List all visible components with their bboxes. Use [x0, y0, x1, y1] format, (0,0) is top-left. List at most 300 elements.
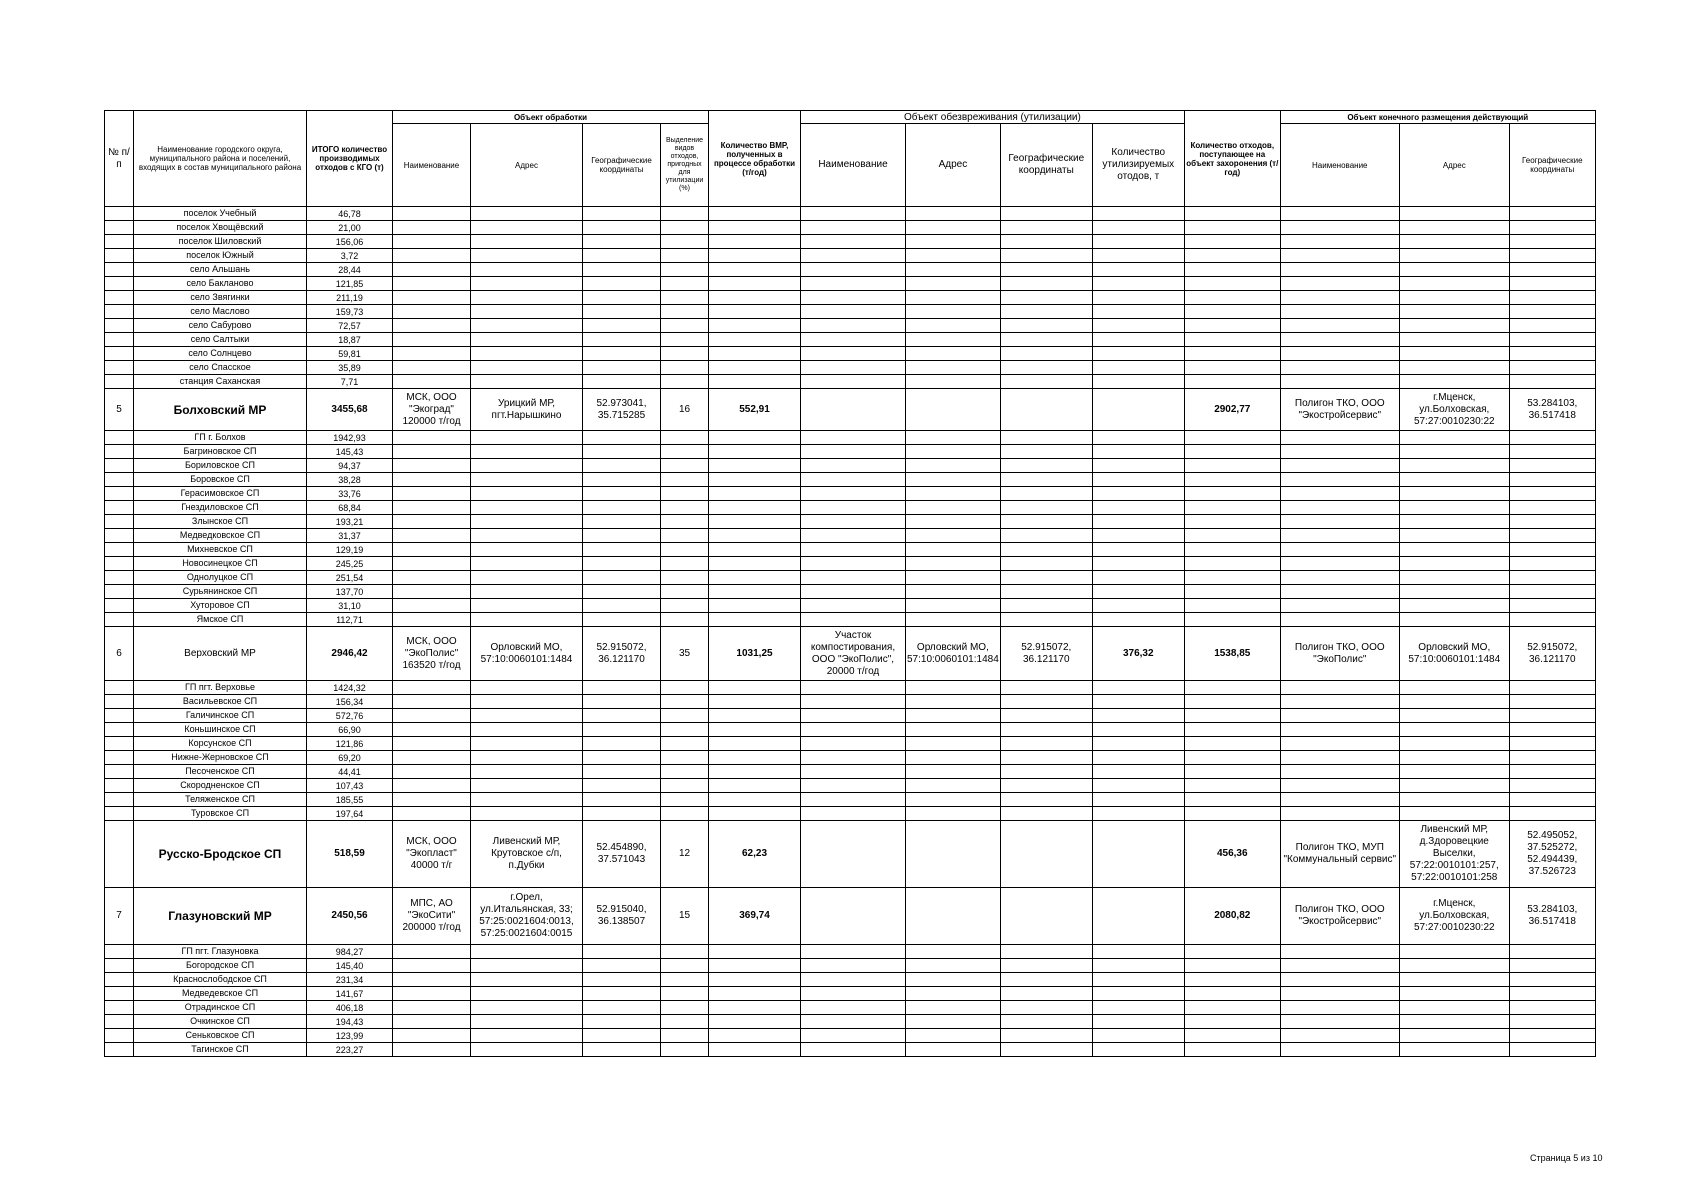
- settlement-row: [105, 987, 1596, 1001]
- empty-cell: [906, 333, 1001, 347]
- empty-cell: [105, 431, 134, 445]
- empty-cell: [1509, 779, 1595, 793]
- empty-cell: [1399, 263, 1509, 277]
- empty-cell: [1280, 973, 1399, 987]
- settlement-total: 21,00: [307, 221, 393, 235]
- settlement-name: Нижне-Жерновское СП: [134, 751, 307, 765]
- empty-cell: [1509, 1043, 1595, 1057]
- settlement-row: [105, 459, 1596, 473]
- empty-cell: [1399, 543, 1509, 557]
- settlement-row: [105, 487, 1596, 501]
- empty-cell: [583, 807, 661, 821]
- cell-disp-name: [801, 888, 906, 945]
- empty-cell: [1000, 375, 1092, 389]
- empty-cell: [661, 1043, 709, 1057]
- empty-cell: [393, 1029, 471, 1043]
- empty-cell: [1399, 959, 1509, 973]
- empty-cell: [1000, 543, 1092, 557]
- empty-cell: [471, 207, 583, 221]
- empty-cell: [1399, 945, 1509, 959]
- empty-cell: [1280, 333, 1399, 347]
- empty-cell: [709, 543, 801, 557]
- header-place-addr: Адрес: [1399, 124, 1509, 207]
- settlement-row: [105, 1043, 1596, 1057]
- empty-cell: [471, 501, 583, 515]
- empty-cell: [801, 695, 906, 709]
- cell-disp-addr: Орловский МО, 57:10:0060101:1484: [906, 627, 1001, 681]
- empty-cell: [471, 793, 583, 807]
- empty-cell: [471, 599, 583, 613]
- settlement-name: село Сабурово: [134, 319, 307, 333]
- empty-cell: [1509, 501, 1595, 515]
- empty-cell: [1399, 585, 1509, 599]
- empty-cell: [105, 529, 134, 543]
- empty-cell: [709, 291, 801, 305]
- settlement-name: Злынское СП: [134, 515, 307, 529]
- empty-cell: [1509, 333, 1595, 347]
- settlement-name: Сурьянинское СП: [134, 585, 307, 599]
- empty-cell: [661, 263, 709, 277]
- cell-num: 5: [105, 389, 134, 431]
- cell-disp-qty: [1092, 389, 1184, 431]
- empty-cell: [906, 709, 1001, 723]
- empty-cell: [1509, 249, 1595, 263]
- empty-cell: [661, 695, 709, 709]
- settlement-row: [105, 445, 1596, 459]
- empty-cell: [393, 501, 471, 515]
- empty-cell: [1280, 1015, 1399, 1029]
- empty-cell: [471, 459, 583, 473]
- empty-cell: [1184, 599, 1280, 613]
- header-proc-extract: Выделение видов отходов, пригодных для утилизации (%): [661, 124, 709, 207]
- header-disp-qty: Количество утилизируемых отодов, т: [1092, 124, 1184, 207]
- empty-cell: [105, 501, 134, 515]
- settlement-row: [105, 751, 1596, 765]
- empty-cell: [1092, 263, 1184, 277]
- empty-cell: [583, 431, 661, 445]
- cell-burial-qty: 456,36: [1184, 821, 1280, 888]
- empty-cell: [1184, 585, 1280, 599]
- settlement-name: Медведевское СП: [134, 987, 307, 1001]
- empty-cell: [801, 737, 906, 751]
- empty-cell: [105, 249, 134, 263]
- empty-cell: [801, 501, 906, 515]
- empty-cell: [1000, 779, 1092, 793]
- empty-cell: [1509, 235, 1595, 249]
- empty-cell: [1399, 557, 1509, 571]
- empty-cell: [1000, 987, 1092, 1001]
- empty-cell: [1000, 1015, 1092, 1029]
- empty-cell: [906, 1043, 1001, 1057]
- empty-cell: [1000, 515, 1092, 529]
- settlement-row: [105, 291, 1596, 305]
- header-disp-addr: Адрес: [906, 124, 1001, 207]
- empty-cell: [1280, 263, 1399, 277]
- empty-cell: [709, 263, 801, 277]
- empty-cell: [105, 291, 134, 305]
- empty-cell: [1280, 613, 1399, 627]
- empty-cell: [583, 695, 661, 709]
- cell-place-name: Полигон ТКО, МУП "Коммунальный сервис": [1280, 821, 1399, 888]
- empty-cell: [801, 487, 906, 501]
- empty-cell: [1280, 473, 1399, 487]
- empty-cell: [471, 945, 583, 959]
- empty-cell: [471, 1043, 583, 1057]
- empty-cell: [1280, 1001, 1399, 1015]
- empty-cell: [1509, 987, 1595, 1001]
- empty-cell: [1509, 277, 1595, 291]
- empty-cell: [1280, 1043, 1399, 1057]
- empty-cell: [661, 501, 709, 515]
- empty-cell: [661, 207, 709, 221]
- empty-cell: [906, 487, 1001, 501]
- cell-place-name: Полигон ТКО, ООО "ЭкоПолис": [1280, 627, 1399, 681]
- empty-cell: [1184, 987, 1280, 1001]
- empty-cell: [906, 543, 1001, 557]
- empty-cell: [583, 1001, 661, 1015]
- empty-cell: [583, 1029, 661, 1043]
- empty-cell: [583, 959, 661, 973]
- empty-cell: [709, 987, 801, 1001]
- empty-cell: [709, 459, 801, 473]
- empty-cell: [1184, 1043, 1280, 1057]
- empty-cell: [1184, 751, 1280, 765]
- settlement-total: 35,89: [307, 361, 393, 375]
- empty-cell: [906, 263, 1001, 277]
- empty-cell: [906, 765, 1001, 779]
- empty-cell: [661, 445, 709, 459]
- empty-cell: [1399, 571, 1509, 585]
- empty-cell: [709, 473, 801, 487]
- empty-cell: [1092, 235, 1184, 249]
- cell-proc-name: МСК, ООО "Экопласт" 40000 т/г: [393, 821, 471, 888]
- empty-cell: [1092, 1015, 1184, 1029]
- empty-cell: [1399, 361, 1509, 375]
- empty-cell: [393, 207, 471, 221]
- empty-cell: [471, 263, 583, 277]
- settlement-row: [105, 1015, 1596, 1029]
- empty-cell: [471, 959, 583, 973]
- empty-cell: [1092, 1043, 1184, 1057]
- settlement-total: 193,21: [307, 515, 393, 529]
- empty-cell: [1509, 709, 1595, 723]
- empty-cell: [1280, 515, 1399, 529]
- empty-cell: [1000, 487, 1092, 501]
- empty-cell: [393, 459, 471, 473]
- settlement-row: [105, 249, 1596, 263]
- empty-cell: [1509, 585, 1595, 599]
- cell-proc-name: МПС, АО "ЭкоСити" 200000 т/год: [393, 888, 471, 945]
- empty-cell: [1399, 473, 1509, 487]
- empty-cell: [661, 807, 709, 821]
- cell-disp-qty: [1092, 821, 1184, 888]
- empty-cell: [661, 723, 709, 737]
- empty-cell: [661, 557, 709, 571]
- settlement-total: 38,28: [307, 473, 393, 487]
- empty-cell: [709, 751, 801, 765]
- empty-cell: [1000, 1001, 1092, 1015]
- district-row: [105, 627, 1596, 681]
- settlement-row: [105, 695, 1596, 709]
- empty-cell: [801, 959, 906, 973]
- cell-burial-qty: 2902,77: [1184, 389, 1280, 431]
- empty-cell: [1280, 1029, 1399, 1043]
- empty-cell: [583, 235, 661, 249]
- empty-cell: [709, 613, 801, 627]
- empty-cell: [801, 263, 906, 277]
- empty-cell: [906, 1001, 1001, 1015]
- empty-cell: [1000, 973, 1092, 987]
- empty-cell: [906, 291, 1001, 305]
- empty-cell: [709, 779, 801, 793]
- empty-cell: [661, 347, 709, 361]
- empty-cell: [105, 263, 134, 277]
- empty-cell: [1184, 249, 1280, 263]
- empty-cell: [105, 681, 134, 695]
- empty-cell: [393, 305, 471, 319]
- empty-cell: [709, 959, 801, 973]
- cell-vmr-qty: 369,74: [709, 888, 801, 945]
- empty-cell: [471, 695, 583, 709]
- empty-cell: [583, 473, 661, 487]
- empty-cell: [801, 793, 906, 807]
- empty-cell: [709, 361, 801, 375]
- empty-cell: [1000, 333, 1092, 347]
- empty-cell: [393, 277, 471, 291]
- empty-cell: [471, 613, 583, 627]
- empty-cell: [709, 529, 801, 543]
- empty-cell: [1280, 277, 1399, 291]
- empty-cell: [471, 445, 583, 459]
- settlement-total: 211,19: [307, 291, 393, 305]
- empty-cell: [1184, 543, 1280, 557]
- empty-cell: [1092, 1001, 1184, 1015]
- settlement-name: Туровское СП: [134, 807, 307, 821]
- empty-cell: [906, 737, 1001, 751]
- empty-cell: [661, 459, 709, 473]
- cell-disp-coords: [1000, 821, 1092, 888]
- settlement-name: Отрадинское СП: [134, 1001, 307, 1015]
- settlement-row: [105, 765, 1596, 779]
- empty-cell: [105, 571, 134, 585]
- empty-cell: [1399, 207, 1509, 221]
- empty-cell: [709, 1015, 801, 1029]
- empty-cell: [661, 431, 709, 445]
- empty-cell: [1399, 249, 1509, 263]
- empty-cell: [583, 319, 661, 333]
- empty-cell: [1280, 501, 1399, 515]
- cell-place-addr: Ливенский МР, д.Здоровецкие Выселки, 57:22:0010101:257, 57:22:0010101:258: [1399, 821, 1509, 888]
- empty-cell: [661, 1001, 709, 1015]
- empty-cell: [1000, 277, 1092, 291]
- empty-cell: [661, 793, 709, 807]
- empty-cell: [1399, 333, 1509, 347]
- cell-disp-addr: [906, 389, 1001, 431]
- settlement-total: 123,99: [307, 1029, 393, 1043]
- settlement-row: [105, 347, 1596, 361]
- cell-proc-coords: 52.915040, 36.138507: [583, 888, 661, 945]
- settlement-total: 1424,32: [307, 681, 393, 695]
- empty-cell: [1399, 987, 1509, 1001]
- settlement-total: 107,43: [307, 779, 393, 793]
- empty-cell: [661, 613, 709, 627]
- empty-cell: [906, 319, 1001, 333]
- empty-cell: [709, 765, 801, 779]
- empty-cell: [1184, 959, 1280, 973]
- empty-cell: [393, 515, 471, 529]
- empty-cell: [1280, 445, 1399, 459]
- empty-cell: [393, 347, 471, 361]
- cell-total: 2450,56: [307, 888, 393, 945]
- cell-place-addr: г.Мценск, ул.Болховская, 57:27:0010230:22: [1399, 389, 1509, 431]
- empty-cell: [1092, 945, 1184, 959]
- settlement-name: Бориловское СП: [134, 459, 307, 473]
- empty-cell: [661, 375, 709, 389]
- empty-cell: [1092, 305, 1184, 319]
- settlement-name: Галичинское СП: [134, 709, 307, 723]
- empty-cell: [1092, 765, 1184, 779]
- settlement-total: 1942,93: [307, 431, 393, 445]
- empty-cell: [583, 987, 661, 1001]
- empty-cell: [471, 765, 583, 779]
- empty-cell: [1280, 361, 1399, 375]
- empty-cell: [105, 695, 134, 709]
- empty-cell: [1280, 779, 1399, 793]
- cell-num: 6: [105, 627, 134, 681]
- empty-cell: [1000, 207, 1092, 221]
- empty-cell: [661, 361, 709, 375]
- empty-cell: [1280, 751, 1399, 765]
- empty-cell: [583, 305, 661, 319]
- empty-cell: [709, 445, 801, 459]
- empty-cell: [906, 751, 1001, 765]
- empty-cell: [1399, 709, 1509, 723]
- settlement-name: Теляженское СП: [134, 793, 307, 807]
- empty-cell: [1092, 571, 1184, 585]
- empty-cell: [1184, 291, 1280, 305]
- empty-cell: [1399, 277, 1509, 291]
- cell-place-coords: 52.915072, 36.121170: [1509, 627, 1595, 681]
- empty-cell: [1399, 501, 1509, 515]
- empty-cell: [801, 319, 906, 333]
- settlement-name: ГП пгт. Верховье: [134, 681, 307, 695]
- settlement-name: Песоченское СП: [134, 765, 307, 779]
- empty-cell: [471, 375, 583, 389]
- empty-cell: [1092, 501, 1184, 515]
- empty-cell: [1509, 557, 1595, 571]
- empty-cell: [105, 515, 134, 529]
- settlement-total: 33,76: [307, 487, 393, 501]
- empty-cell: [1280, 793, 1399, 807]
- empty-cell: [1092, 515, 1184, 529]
- settlement-row: [105, 1001, 1596, 1015]
- header-name: Наименование городского округа, муниципального района и поселений, входящих в состав муниципального района: [134, 111, 307, 207]
- empty-cell: [1509, 613, 1595, 627]
- empty-cell: [1509, 765, 1595, 779]
- empty-cell: [1000, 613, 1092, 627]
- settlement-total: 197,64: [307, 807, 393, 821]
- empty-cell: [1000, 723, 1092, 737]
- empty-cell: [1184, 681, 1280, 695]
- cell-total: 518,59: [307, 821, 393, 888]
- empty-cell: [105, 1029, 134, 1043]
- empty-cell: [105, 543, 134, 557]
- empty-cell: [471, 585, 583, 599]
- empty-cell: [661, 737, 709, 751]
- empty-cell: [1399, 695, 1509, 709]
- settlement-total: 7,71: [307, 375, 393, 389]
- empty-cell: [1184, 515, 1280, 529]
- empty-cell: [906, 221, 1001, 235]
- empty-cell: [1184, 333, 1280, 347]
- empty-cell: [1399, 723, 1509, 737]
- empty-cell: [1000, 557, 1092, 571]
- empty-cell: [393, 987, 471, 1001]
- settlement-total: 112,71: [307, 613, 393, 627]
- empty-cell: [709, 207, 801, 221]
- empty-cell: [1184, 459, 1280, 473]
- settlement-name: поселок Южный: [134, 249, 307, 263]
- empty-cell: [661, 305, 709, 319]
- settlement-row: [105, 779, 1596, 793]
- empty-cell: [1399, 235, 1509, 249]
- settlement-total: 159,73: [307, 305, 393, 319]
- empty-cell: [801, 333, 906, 347]
- empty-cell: [583, 543, 661, 557]
- empty-cell: [471, 987, 583, 1001]
- settlement-name: Васильевское СП: [134, 695, 307, 709]
- empty-cell: [1399, 375, 1509, 389]
- empty-cell: [1092, 319, 1184, 333]
- empty-cell: [105, 807, 134, 821]
- empty-cell: [1184, 1029, 1280, 1043]
- empty-cell: [105, 347, 134, 361]
- empty-cell: [801, 431, 906, 445]
- empty-cell: [1509, 529, 1595, 543]
- empty-cell: [583, 459, 661, 473]
- settlement-total: 28,44: [307, 263, 393, 277]
- empty-cell: [1399, 1001, 1509, 1015]
- empty-cell: [1000, 249, 1092, 263]
- empty-cell: [1092, 987, 1184, 1001]
- empty-cell: [1184, 305, 1280, 319]
- settlement-total: 194,43: [307, 1015, 393, 1029]
- empty-cell: [661, 277, 709, 291]
- settlement-name: Ямское СП: [134, 613, 307, 627]
- empty-cell: [709, 681, 801, 695]
- empty-cell: [709, 723, 801, 737]
- empty-cell: [906, 695, 1001, 709]
- empty-cell: [471, 431, 583, 445]
- empty-cell: [393, 543, 471, 557]
- empty-cell: [709, 319, 801, 333]
- empty-cell: [1280, 319, 1399, 333]
- empty-cell: [1184, 445, 1280, 459]
- empty-cell: [583, 585, 661, 599]
- cell-disp-name: [801, 821, 906, 888]
- empty-cell: [1509, 599, 1595, 613]
- empty-cell: [1509, 473, 1595, 487]
- empty-cell: [1092, 291, 1184, 305]
- empty-cell: [1184, 221, 1280, 235]
- settlement-name: Скородненское СП: [134, 779, 307, 793]
- empty-cell: [1280, 459, 1399, 473]
- empty-cell: [1509, 959, 1595, 973]
- header-place-name: Наименование: [1280, 124, 1399, 207]
- header-proc-addr: Адрес: [471, 124, 583, 207]
- empty-cell: [709, 571, 801, 585]
- empty-cell: [709, 221, 801, 235]
